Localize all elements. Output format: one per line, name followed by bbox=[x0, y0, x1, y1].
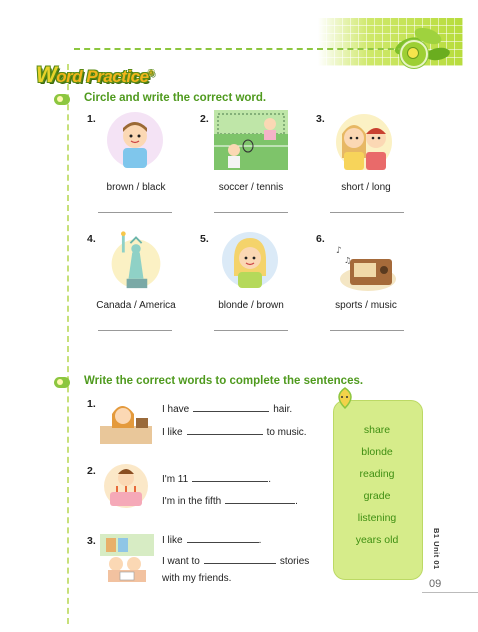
answer-blank[interactable] bbox=[192, 480, 268, 482]
sentence-2-line-1 bbox=[162, 474, 271, 485]
sentence-1-line-2 bbox=[162, 427, 307, 438]
answer-blank[interactable] bbox=[204, 562, 276, 564]
boy-portrait-icon bbox=[105, 110, 165, 170]
item-number: 6. bbox=[316, 233, 325, 245]
page-number: 09 bbox=[429, 578, 442, 590]
title-mark: ® bbox=[148, 70, 154, 78]
sentence-text: I like bbox=[162, 535, 183, 546]
blonde-girl-icon bbox=[220, 230, 280, 290]
item-caption: blonde / brown bbox=[218, 300, 284, 311]
leaf-icon bbox=[333, 386, 357, 410]
answer-line[interactable] bbox=[330, 330, 404, 331]
sentence-text: . bbox=[268, 474, 271, 485]
item-number: 2. bbox=[200, 113, 209, 125]
item-caption: Canada / America bbox=[96, 300, 176, 311]
item-number: 1. bbox=[87, 113, 96, 125]
sentence-text: . bbox=[295, 496, 298, 507]
word-years-old: years old bbox=[355, 534, 399, 546]
sentence-3-line-3: with my friends. bbox=[162, 573, 232, 584]
answer-line[interactable] bbox=[214, 330, 288, 331]
item-caption: brown / black bbox=[106, 182, 166, 193]
section2-bullet-icon bbox=[54, 377, 70, 388]
answer-line[interactable] bbox=[214, 212, 288, 213]
sentence-text: . bbox=[258, 535, 262, 546]
unit-label: B1 Unit 01 bbox=[432, 528, 441, 570]
title-initial: W bbox=[36, 62, 57, 87]
radio-icon bbox=[330, 236, 398, 296]
margin-dashed-line bbox=[67, 64, 69, 624]
item-caption: sports / music bbox=[335, 300, 397, 311]
sentence-number: 2. bbox=[87, 465, 96, 477]
word-grade: grade bbox=[363, 490, 391, 502]
kids-reading-icon bbox=[100, 534, 154, 582]
sentence-1-line-1 bbox=[162, 404, 292, 415]
section2-instruction: Write the correct words to complete the sentences. bbox=[84, 375, 364, 387]
sentence-number: 1. bbox=[87, 398, 96, 410]
word-blonde: blonde bbox=[361, 446, 393, 458]
answer-blank[interactable] bbox=[225, 502, 295, 504]
answer-line[interactable] bbox=[98, 212, 172, 213]
page-number-rule bbox=[422, 592, 478, 593]
header-dashed-line bbox=[74, 48, 404, 50]
boy-with-cake-icon bbox=[100, 462, 152, 510]
word-share: share bbox=[363, 424, 391, 436]
sentence-text: I have bbox=[162, 404, 190, 415]
sentence-2-line-2 bbox=[162, 496, 298, 507]
statue-of-liberty-icon bbox=[106, 230, 166, 290]
word-reading: reading bbox=[359, 468, 395, 480]
item-number: 5. bbox=[200, 233, 209, 245]
answer-line[interactable] bbox=[98, 330, 172, 331]
sentence-text: to music. bbox=[266, 427, 307, 438]
answer-blank[interactable] bbox=[187, 541, 259, 543]
answer-blank[interactable] bbox=[193, 410, 269, 412]
girl-at-desk-icon bbox=[100, 400, 152, 444]
section1-bullet-icon bbox=[54, 94, 70, 105]
page-title bbox=[36, 62, 153, 88]
sentence-number: 3. bbox=[87, 535, 96, 547]
item-caption: soccer / tennis bbox=[218, 182, 284, 193]
answer-blank[interactable] bbox=[187, 433, 263, 435]
header-grid-decoration bbox=[318, 18, 463, 66]
sentence-text: I'm in the fifth bbox=[162, 496, 222, 507]
item-caption: short / long bbox=[341, 182, 391, 193]
title-rest: ord Practice bbox=[56, 67, 149, 86]
two-kids-icon bbox=[330, 112, 398, 172]
item-number: 3. bbox=[316, 113, 325, 125]
item-number: 4. bbox=[87, 233, 96, 245]
section1-instruction: Circle and write the correct word. bbox=[84, 92, 267, 104]
svg-text:♫: ♫ bbox=[344, 256, 352, 265]
sentence-text: I want to bbox=[162, 556, 200, 567]
svg-text:♪: ♪ bbox=[336, 246, 342, 256]
tennis-court-icon bbox=[214, 110, 288, 170]
sentence-3-line-2 bbox=[162, 556, 309, 567]
sentence-text: I like bbox=[162, 427, 183, 438]
sentence-text: hair. bbox=[273, 404, 293, 415]
word-listening: listening bbox=[357, 512, 397, 524]
sentence-3-line-1 bbox=[162, 535, 261, 546]
header-badge-center bbox=[407, 47, 419, 59]
answer-line[interactable] bbox=[330, 212, 404, 213]
sentence-text: stories bbox=[279, 556, 310, 567]
sentence-text: I'm 11 bbox=[162, 474, 189, 485]
